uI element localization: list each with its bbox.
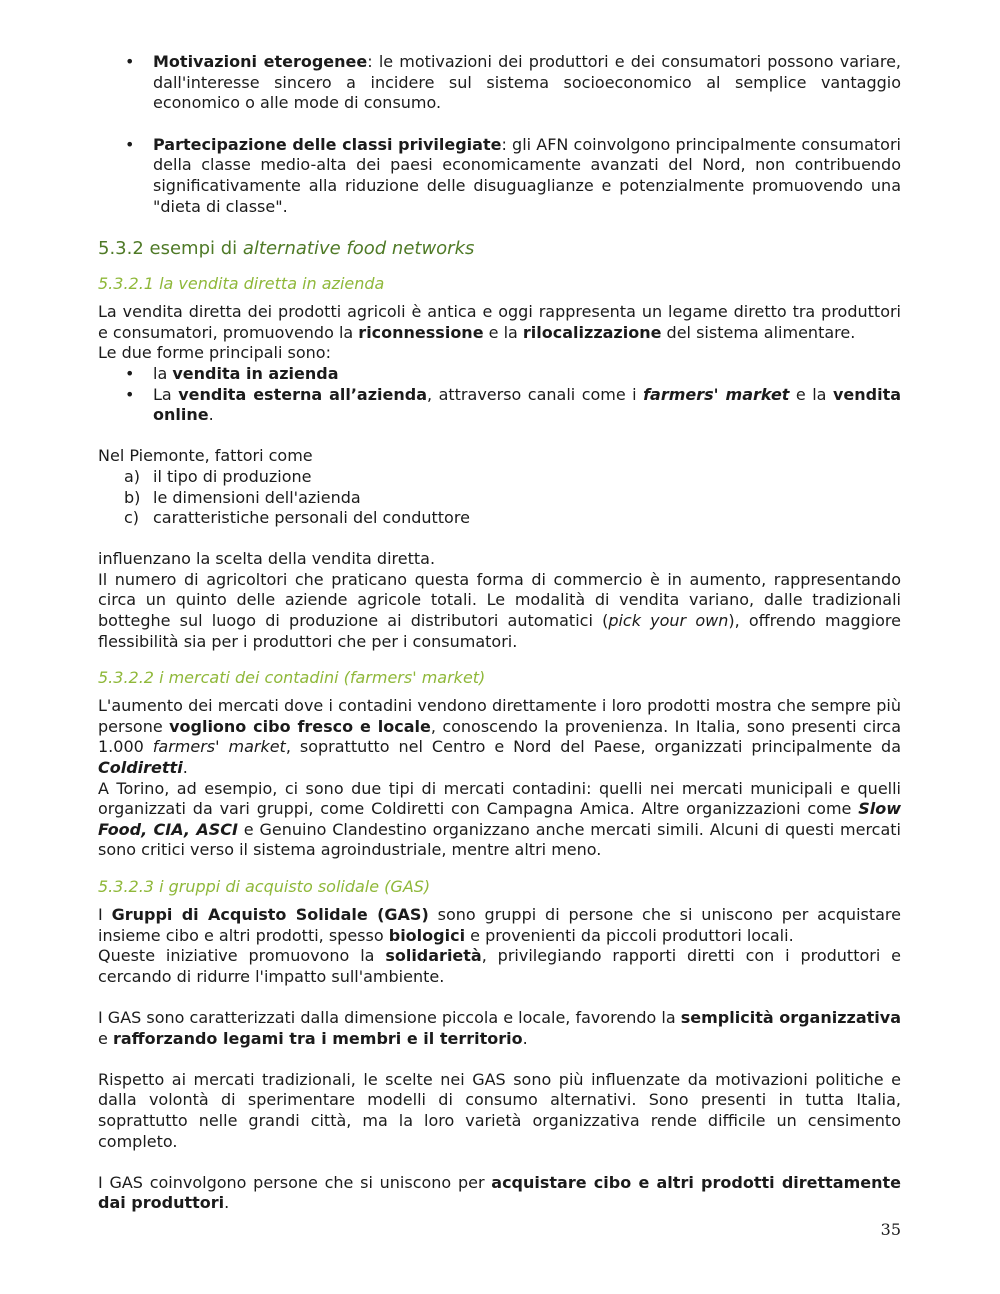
paragraph: La vendita diretta dei prodotti agricoli è antica e oggi rappresenta un legame diretto tra produttori e consumatori, promuovendo la riconnessione e la rilocalizzazione del sistema alimentare. xyxy=(98,302,901,342)
factor-item: a) il tipo di produzione xyxy=(124,466,312,486)
bullet-list-critiques xyxy=(98,52,901,217)
document-page xyxy=(98,52,901,1214)
factor-list xyxy=(98,467,901,529)
bullet-item xyxy=(98,135,901,217)
paragraph: L'aumento dei mercati dove i contadini vendono direttamente i loro prodotti mostra che sempre più persone vogliono cibo fresco e locale, conoscendo la provenienza. In Italia, sono presenti circa 1.000 farmers' market, soprattutto nel Centro e Nord del Paese, organizzati principalmente da Coldiretti. xyxy=(98,696,902,778)
bullet-text: : gli AFN coinvolgono principalmente consumatori della classe medio-alta dei paesi economicamente avanzati del Nord, non contribuendo significativamente alla riduzione delle disuguaglianze e potenzialmente promuovendo una "dieta di classe". xyxy=(153,134,901,216)
bullet-term: Motivazioni eterogenee xyxy=(153,52,368,71)
bullet-list-forme xyxy=(98,364,901,426)
section-heading: 5.3.2 esempi di alternative food networks xyxy=(98,238,475,260)
paragraph: influenzano la scelta della vendita diretta. xyxy=(98,549,436,569)
bullet-item: • la vendita in azienda xyxy=(98,364,901,385)
bullet-term: Partecipazione delle classi privilegiate xyxy=(153,134,502,154)
subsection-heading-gas: 5.3.2.3 i gruppi di acquisto solidale (GAS) xyxy=(98,877,431,896)
paragraph: I GAS sono caratterizzati dalla dimensione piccola e locale, favorendo la semplicità organizzativa e rafforzando legami tra i membri e il territorio. xyxy=(98,1007,901,1048)
bullet-item: • La vendita esterna all’azienda, attraverso canali come i farmers' market e la vendita online. xyxy=(98,385,901,426)
paragraph: A Torino, ad esempio, ci sono due tipi di mercati contadini: quelli nei mercati municipali e quelli organizzati da vari gruppi, come Coldiretti con Campagna Amica. Altre organizzazioni come Slow Food, CIA, ASCI e Genuino Clandestino organizzano anche mercati simili. Alcuni di questi mercati sono critici verso il sistema agroindustriale, mentre altri meno. xyxy=(98,778,902,860)
paragraph: I GAS coinvolgono persone che si uniscono per acquistare cibo e altri prodotti direttamente dai produttori. xyxy=(98,1172,902,1213)
page-number: 35 xyxy=(880,1220,901,1239)
subsection-heading-vendita-diretta: 5.3.2.1 la vendita diretta in azienda xyxy=(98,274,385,294)
subsection-heading-farmers-market: 5.3.2.2 i mercati dei contadini (farmers' market) xyxy=(98,668,486,688)
paragraph: I Gruppi di Acquisto Solidale (GAS) sono gruppi di persone che si uniscono per acquistare insieme cibo e altri prodotti, spesso biologici e provenienti da piccoli produttori locali. xyxy=(98,905,901,945)
paragraph: Le due forme principali sono: xyxy=(98,343,331,363)
factor-item: b) le dimensioni dell'azienda xyxy=(124,487,361,507)
paragraph: Il numero di agricoltori che praticano questa forma di commercio è in aumento, rappresentando circa un quinto delle aziende agricole totali. Le modalità di vendita variano, dalle tradizionali botteghe sul luogo di produzione ai distributori automatici (pick your own), offrendo maggiore flessibilità sia per i produttori che per i consumatori. xyxy=(98,569,901,651)
paragraph: Nel Piemonte, fattori come xyxy=(98,446,313,466)
paragraph: Queste iniziative promuovono la solidarietà, privilegiando rapporti diretti con i produttori e cercando di ridurre l'impatto sull'ambiente. xyxy=(98,946,901,986)
bullet-item xyxy=(98,52,901,114)
paragraph: Rispetto ai mercati tradizionali, le scelte nei GAS sono più influenzate da motivazioni politiche e dalla volontà di sperimentare modelli di consumo alternativi. Sono presenti in tutta Italia, soprattutto nelle grandi città, ma la loro varietà organizzativa rende difficile un censimento completo. xyxy=(98,1069,901,1151)
factor-item: c) caratteristiche personali del conduttore xyxy=(124,508,470,528)
bullet-text: : le motivazioni dei produttori e dei consumatori possono variare, dall'interesse sincero a incidere sul sistema socioeconomico al semplice vantaggio economico o alle mode di consumo. xyxy=(153,52,902,113)
